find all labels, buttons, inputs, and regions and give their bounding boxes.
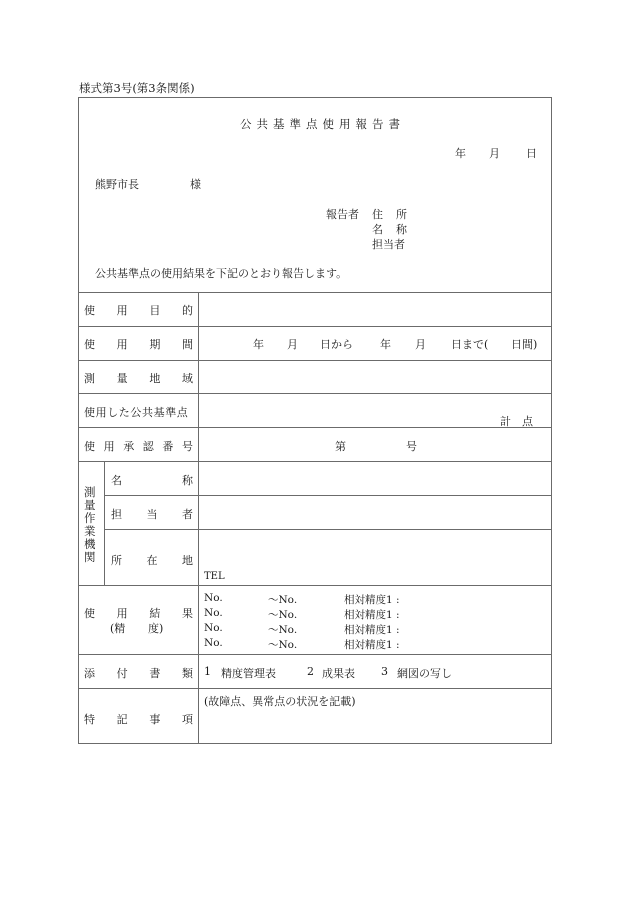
label-char: 果 bbox=[181, 607, 193, 620]
label-char: 地 bbox=[149, 372, 161, 385]
attachments-label bbox=[84, 665, 193, 681]
label-char: 的 bbox=[181, 304, 193, 317]
area-label bbox=[84, 370, 193, 386]
period-end-year: 年 bbox=[380, 338, 391, 351]
result-sublabel-1: (精 bbox=[110, 622, 126, 635]
attachment-3-text: 網図の写し bbox=[397, 667, 452, 680]
label-char: 測 bbox=[84, 372, 95, 385]
agency-name-label bbox=[111, 472, 193, 488]
approval-dai: 第 bbox=[335, 440, 346, 453]
result-line-to: ～No. bbox=[268, 594, 298, 606]
result-line-no: No. bbox=[204, 592, 223, 604]
label-char: 当 bbox=[146, 508, 158, 521]
reporter-address-c1: 住 bbox=[372, 208, 383, 221]
label-char: 使 bbox=[84, 304, 95, 317]
form-caption: 様式第3号(第3条関係) bbox=[79, 81, 195, 95]
period-start-month: 月 bbox=[287, 338, 298, 351]
remarks-note: (故障点、異常点の状況を記載) bbox=[204, 695, 356, 708]
period-end-month: 月 bbox=[415, 338, 426, 351]
result-line-to: ～No. bbox=[268, 609, 298, 621]
addressee-honorific: 様 bbox=[190, 178, 201, 191]
divider bbox=[78, 654, 552, 655]
period-start-day: 日から bbox=[320, 338, 353, 351]
label-char: 類 bbox=[181, 667, 193, 680]
label-char: 用 bbox=[116, 338, 128, 351]
label-char: 特 bbox=[84, 713, 95, 726]
reporter-name-c2: 称 bbox=[396, 223, 407, 236]
approval-label bbox=[84, 438, 193, 454]
period-label bbox=[84, 336, 193, 352]
label-char: 在 bbox=[146, 554, 158, 567]
label-char: 量 bbox=[116, 372, 128, 385]
label-char: 使 bbox=[84, 440, 95, 453]
attachment-3-num: 3 bbox=[381, 665, 388, 678]
agency-person-input[interactable] bbox=[199, 496, 551, 529]
period-start-year: 年 bbox=[253, 338, 264, 351]
agency-person-label bbox=[111, 506, 193, 522]
addressee-name: 熊野市長 bbox=[95, 178, 139, 191]
date-month: 月 bbox=[489, 147, 500, 160]
label-char: 名 bbox=[111, 474, 122, 487]
agency-tel-label: TEL bbox=[204, 571, 225, 582]
label-char: 用 bbox=[116, 304, 128, 317]
divider bbox=[78, 585, 552, 586]
label-char: 所 bbox=[111, 554, 122, 567]
purpose-input[interactable] bbox=[199, 293, 551, 325]
points-input[interactable] bbox=[199, 394, 551, 427]
label-char: 期 bbox=[149, 338, 161, 351]
label-char: 書 bbox=[149, 667, 161, 680]
result-line-accuracy: 相対精度1 : bbox=[344, 639, 400, 651]
label-char: 号 bbox=[181, 440, 193, 453]
period-input[interactable] bbox=[199, 327, 551, 359]
intro-text: 公共基準点の使用結果を下記のとおり報告します。 bbox=[95, 267, 348, 280]
result-line-to: ～No. bbox=[268, 639, 298, 651]
result-line-no: No. bbox=[204, 622, 223, 634]
result-sublabel-2: 度) bbox=[148, 622, 164, 635]
date-day: 日 bbox=[526, 147, 537, 160]
result-line-to: ～No. bbox=[268, 624, 298, 636]
label-char: 項 bbox=[181, 713, 193, 726]
label-char: 称 bbox=[182, 474, 193, 487]
label-char: 用 bbox=[103, 440, 115, 453]
label-char: 目 bbox=[149, 304, 161, 317]
period-days: 日間) bbox=[511, 338, 538, 351]
label-char: 者 bbox=[182, 508, 193, 521]
attachment-2-text: 成果表 bbox=[322, 667, 355, 680]
label-char: 使 bbox=[84, 607, 95, 620]
label-char: 域 bbox=[181, 372, 193, 385]
label-char: 間 bbox=[181, 338, 193, 351]
attachment-2-num: 2 bbox=[307, 665, 314, 678]
date-year: 年 bbox=[455, 147, 466, 160]
purpose-label bbox=[84, 302, 193, 318]
result-line-no: No. bbox=[204, 637, 223, 649]
points-label: 使用した公共基準点 bbox=[84, 406, 189, 419]
column-divider bbox=[104, 461, 105, 585]
label-char: 番 bbox=[162, 440, 174, 453]
attachment-1-num: 1 bbox=[204, 665, 211, 678]
reporter-person: 担当者 bbox=[372, 238, 405, 251]
remarks-label bbox=[84, 711, 193, 727]
agency-location-label bbox=[111, 552, 193, 568]
result-line-no: No. bbox=[204, 607, 223, 619]
label-char: 使 bbox=[84, 338, 95, 351]
result-label bbox=[84, 605, 193, 621]
attachment-1-text: 精度管理表 bbox=[221, 667, 276, 680]
reporter-address-c2: 所 bbox=[396, 208, 407, 221]
result-line-accuracy: 相対精度1 : bbox=[344, 609, 400, 621]
area-input[interactable] bbox=[199, 361, 551, 393]
reporter-name-c1: 名 bbox=[372, 223, 383, 236]
approval-go: 号 bbox=[406, 440, 417, 453]
label-char: 地 bbox=[182, 554, 193, 567]
page-title: 公共基準点使用報告書 bbox=[240, 117, 405, 131]
label-char: 認 bbox=[142, 440, 154, 453]
agency-name-input[interactable] bbox=[199, 462, 551, 495]
label-char: 記 bbox=[116, 713, 128, 726]
points-total-label: 計 点 bbox=[500, 415, 533, 428]
approval-input[interactable] bbox=[199, 428, 551, 461]
label-char: 添 bbox=[84, 667, 95, 680]
reporter-label: 報告者 bbox=[326, 208, 359, 221]
period-end-day: 日まで( bbox=[451, 338, 489, 351]
label-char: 承 bbox=[123, 440, 135, 453]
label-char: 事 bbox=[149, 713, 161, 726]
agency-group-label: 測量作業機関 bbox=[84, 485, 96, 564]
result-line-accuracy: 相対精度1 : bbox=[344, 594, 400, 606]
result-line-accuracy: 相対精度1 : bbox=[344, 624, 400, 636]
agency-location-input[interactable] bbox=[199, 530, 551, 585]
label-char: 用 bbox=[116, 607, 128, 620]
label-char: 担 bbox=[111, 508, 122, 521]
label-char: 結 bbox=[149, 607, 161, 620]
label-char: 付 bbox=[116, 667, 128, 680]
